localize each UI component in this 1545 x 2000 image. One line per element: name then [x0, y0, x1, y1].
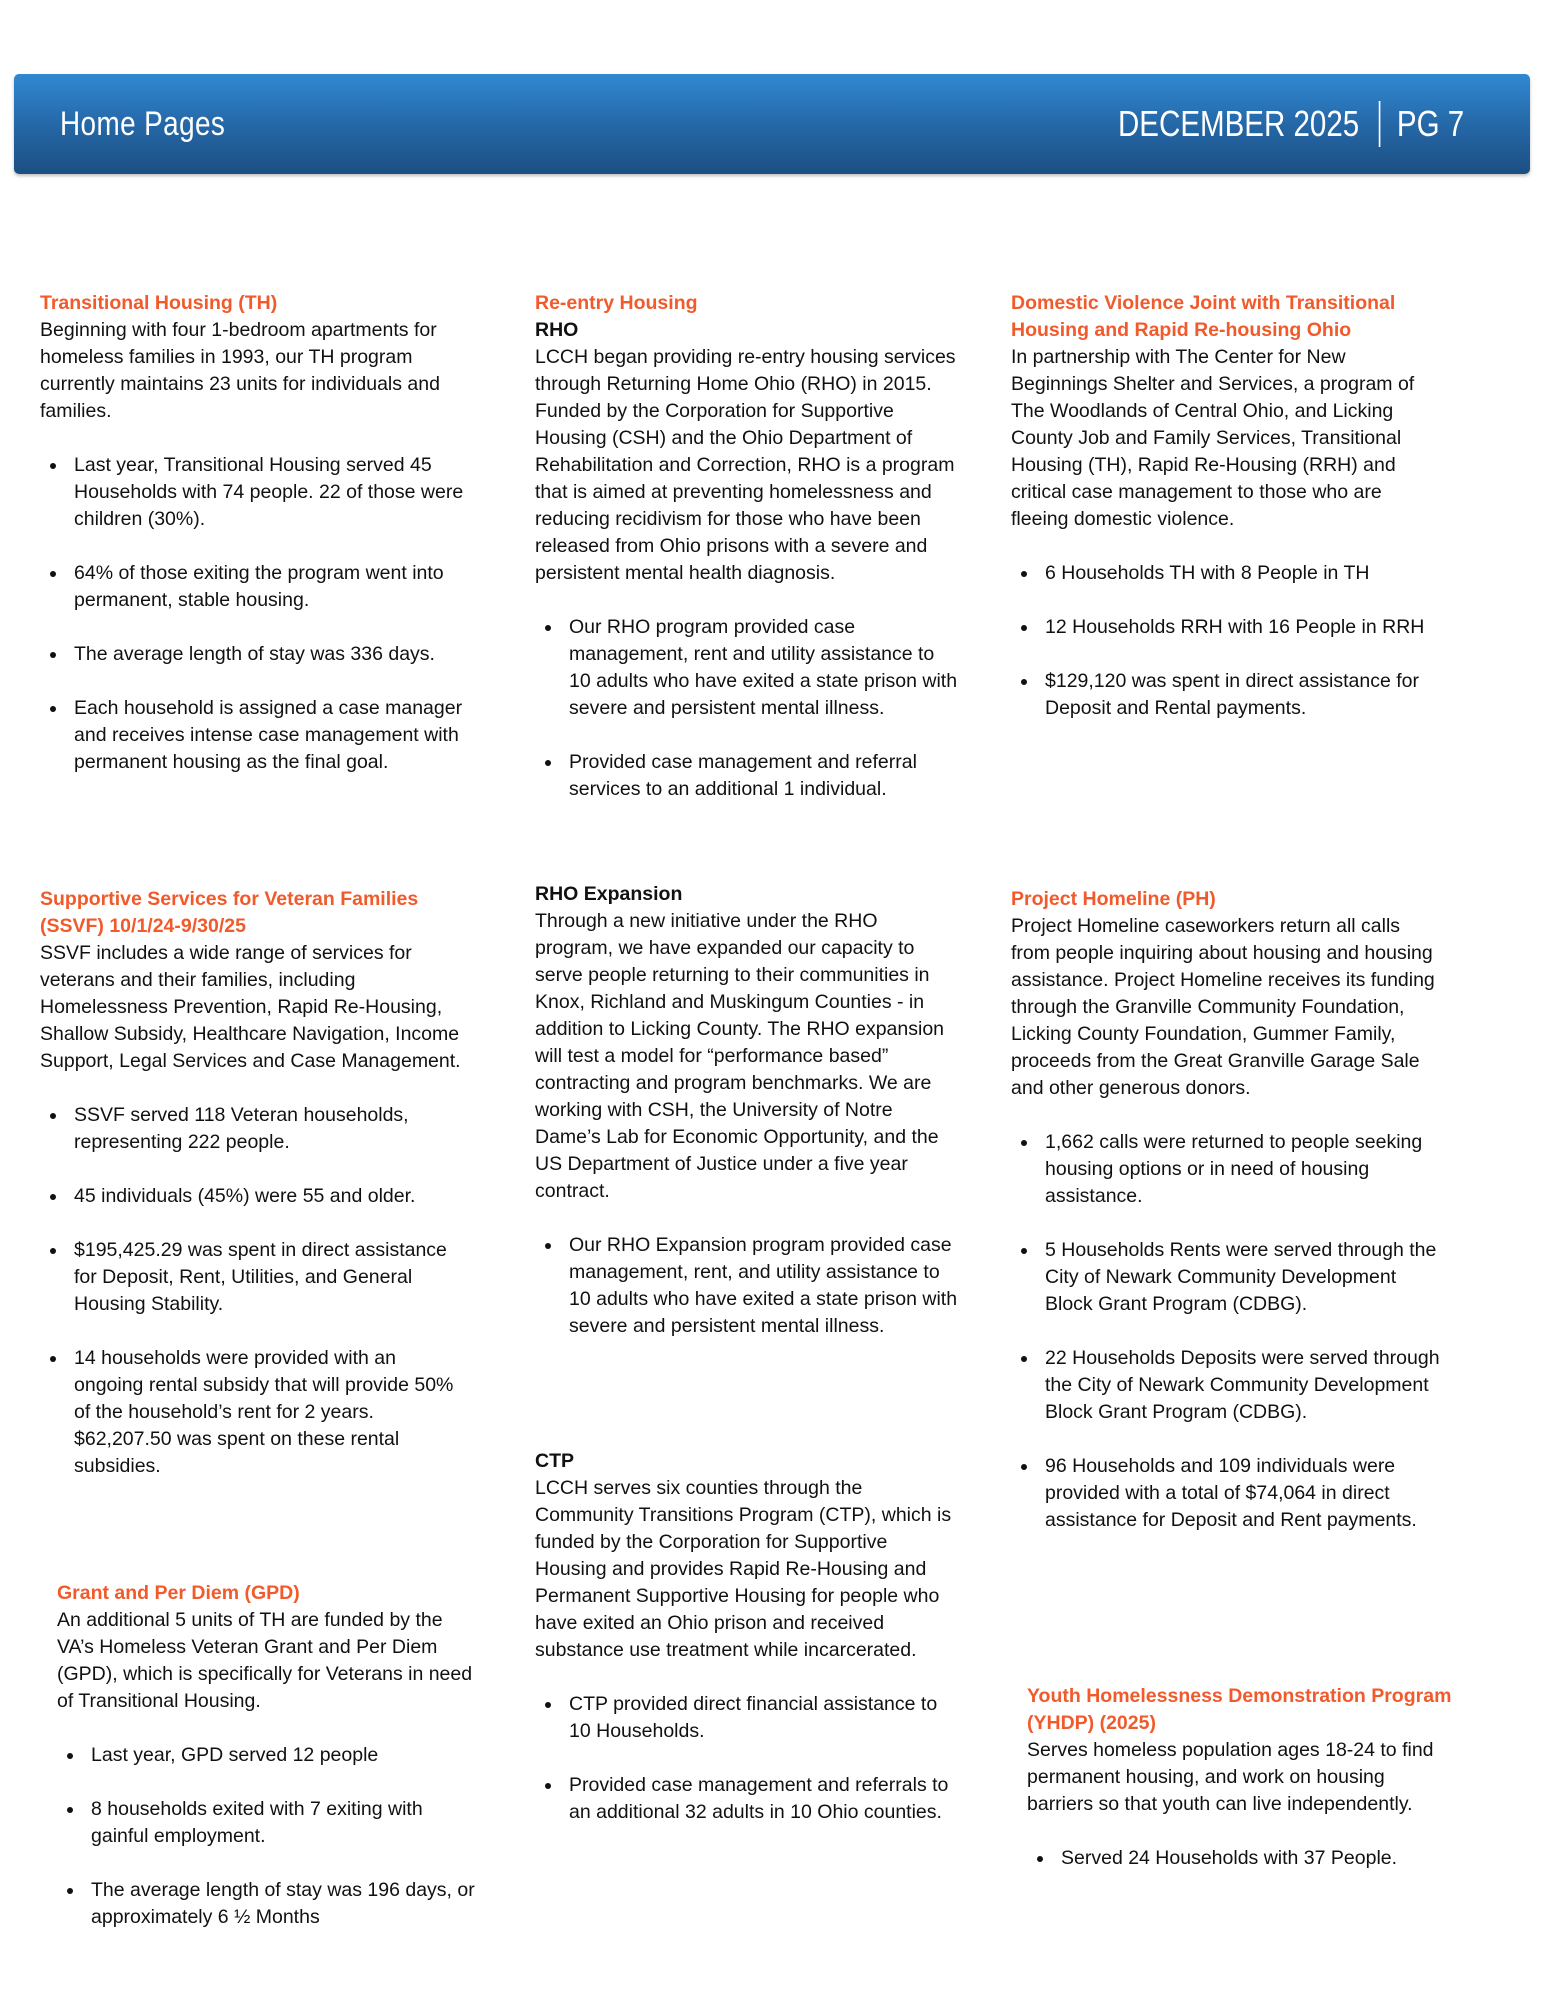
bullet-list [535, 614, 960, 803]
list-item: Our RHO program provided case management, rent and utility assistance to 10 adults who have exited a state prison with severe and persistent mental illness. [569, 614, 960, 722]
list-item: The average length of stay was 336 days. [74, 641, 465, 668]
section-subheading: RHO Expansion [535, 883, 683, 905]
page-header-banner [14, 74, 1530, 174]
list-item: Provided case management and referral services to an additional 1 individual. [569, 749, 960, 803]
list-item: $129,120 was spent in direct assistance for Deposit and Rental payments. [1045, 668, 1441, 722]
issue-date: DECEMBER 2025 [1117, 103, 1360, 144]
domestic-violence-section [1011, 290, 1441, 722]
gpd-section [57, 1580, 475, 1931]
section-heading: Domestic Violence Joint with Transitional Housing and Rapid Re-housing Ohio [1011, 292, 1396, 341]
list-item: 12 Households RRH with 16 People in RRH [1045, 614, 1441, 641]
section-body: In partnership with The Center for New Beginnings Shelter and Services, a program of The Woodlands of Central Ohio, and Licking County Job and Family Services, Transitional Housing (TH), Rapid Re-Housing (RRH) and critical case management to those who are fleeing domestic violence. [1011, 346, 1415, 530]
section-body: Through a new initiative under the RHO program, we have expanded our capacity to serve people returning to their communities in Knox, Richland and Muskingum Counties - in addition to Licking County. The RHO expansion will test a model for “performance based” contracting and program benchmarks. We are working with CSH, the University of Notre Dame’s Lab for Economic Opportunity, and the US Department of Justice under a five year contract. [535, 910, 945, 1202]
rho-expansion-section [535, 881, 960, 1340]
bullet-list [57, 1742, 475, 1931]
page-meta [1118, 74, 1464, 174]
list-item: 64% of those exiting the program went into permanent, stable housing. [74, 560, 465, 614]
ssvf-section [40, 886, 465, 1480]
bullet-list [1011, 1129, 1441, 1534]
section-heading: Transitional Housing (TH) [40, 292, 278, 314]
section-body: Serves homeless population ages 18-24 to find permanent housing, and work on housing barriers so that youth can live independently. [1027, 1739, 1434, 1815]
list-item: $195,425.29 was spent in direct assistance for Deposit, Rent, Utilities, and General Housing Stability. [74, 1237, 465, 1318]
list-item: Each household is assigned a case manager and receives intense case management with permanent housing as the final goal. [74, 695, 465, 776]
bullet-list [535, 1691, 960, 1826]
section-body: Project Homeline caseworkers return all calls from people inquiring about housing and housing assistance. Project Homeline receives its funding through the Granville Community Foundation, Licking County Foundation, Gummer Family, proceeds from the Great Granville Garage Sale and other generous donors. [1011, 915, 1435, 1099]
section-subheading: CTP [535, 1450, 574, 1472]
section-body: Beginning with four 1-bedroom apartments for homeless families in 1993, our TH program currently maintains 23 units for individuals and families. [40, 319, 440, 422]
reentry-housing-section [535, 290, 960, 803]
page-number: PG 7 [1396, 103, 1464, 144]
section-title: Home Pages [60, 105, 226, 143]
section-body: LCCH began providing re-entry housing services through Returning Home Ohio (RHO) in 2015. Funded by the Corporation for Supportive Housing (CSH) and the Ohio Department of Rehabilitation and Correction, RHO is a program that is aimed at preventing homelessness and reducing recidivism for those who have been released from Ohio prisons with a severe and persistent mental health diagnosis. [535, 346, 956, 584]
list-item: Served 24 Households with 37 People. [1061, 1845, 1452, 1872]
list-item: 1,662 calls were returned to people seeking housing options or in need of housing assistance. [1045, 1129, 1441, 1210]
list-item: 96 Households and 109 individuals were provided with a total of $74,064 in direct assistance for Deposit and Rent payments. [1045, 1453, 1441, 1534]
section-heading: Supportive Services for Veteran Families (SSVF) 10/1/24-9/30/25 [40, 888, 419, 937]
yhdp-section [1027, 1683, 1452, 1872]
list-item: 8 households exited with 7 exiting with gainful employment. [91, 1796, 475, 1850]
list-item: 45 individuals (45%) were 55 and older. [74, 1183, 465, 1210]
header-divider [1379, 101, 1381, 147]
bullet-list [40, 1102, 465, 1480]
section-body: An additional 5 units of TH are funded by the VA’s Homeless Veteran Grant and Per Diem (GPD), which is specifically for Veterans in need of Transitional Housing. [57, 1609, 473, 1712]
section-body: SSVF includes a wide range of services for veterans and their families, including Homelessness Prevention, Rapid Re-Housing, Shallow Subsidy, Healthcare Navigation, Income Support, Legal Services and Case Management. [40, 942, 461, 1072]
list-item: Last year, Transitional Housing served 45 Households with 74 people. 22 of those were children (30%). [74, 452, 465, 533]
bullet-list [1011, 560, 1441, 722]
list-item: 14 households were provided with an ongoing rental subsidy that will provide 50% of the household’s rent for 2 years. $62,207.50 was spent on these rental subsidies. [74, 1345, 465, 1480]
list-item: Our RHO Expansion program provided case management, rent, and utility assistance to 10 adults who have exited a state prison with severe and persistent mental illness. [569, 1232, 960, 1340]
list-item: The average length of stay was 196 days, or approximately 6 ½ Months [91, 1877, 475, 1931]
list-item: Last year, GPD served 12 people [91, 1742, 475, 1769]
section-heading: Youth Homelessness Demonstration Program (YHDP) (2025) [1027, 1685, 1452, 1734]
transitional-housing-section [40, 290, 465, 776]
list-item: SSVF served 118 Veteran households, representing 222 people. [74, 1102, 465, 1156]
list-item: 6 Households TH with 8 People in TH [1045, 560, 1441, 587]
ctp-section [535, 1448, 960, 1826]
bullet-list [535, 1232, 960, 1340]
section-subheading: RHO [535, 319, 579, 341]
list-item: 22 Households Deposits were served through the City of Newark Community Development Block Grant Program (CDBG). [1045, 1345, 1441, 1426]
bullet-list [1027, 1845, 1452, 1872]
list-item: Provided case management and referrals to an additional 32 adults in 10 Ohio counties. [569, 1772, 960, 1826]
section-heading: Re-entry Housing [535, 292, 698, 314]
section-body: LCCH serves six counties through the Community Transitions Program (CTP), which is funded by the Corporation for Supportive Housing and provides Rapid Re-Housing and Permanent Supportive Housing for people who have exited an Ohio prison and received substance use treatment while incarcerated. [535, 1477, 952, 1661]
section-heading: Project Homeline (PH) [1011, 888, 1216, 910]
list-item: CTP provided direct financial assistance to 10 Households. [569, 1691, 960, 1745]
project-homeline-section [1011, 886, 1441, 1534]
list-item: 5 Households Rents were served through the City of Newark Community Development Block Grant Program (CDBG). [1045, 1237, 1441, 1318]
bullet-list [40, 452, 465, 776]
section-heading: Grant and Per Diem (GPD) [57, 1582, 300, 1604]
